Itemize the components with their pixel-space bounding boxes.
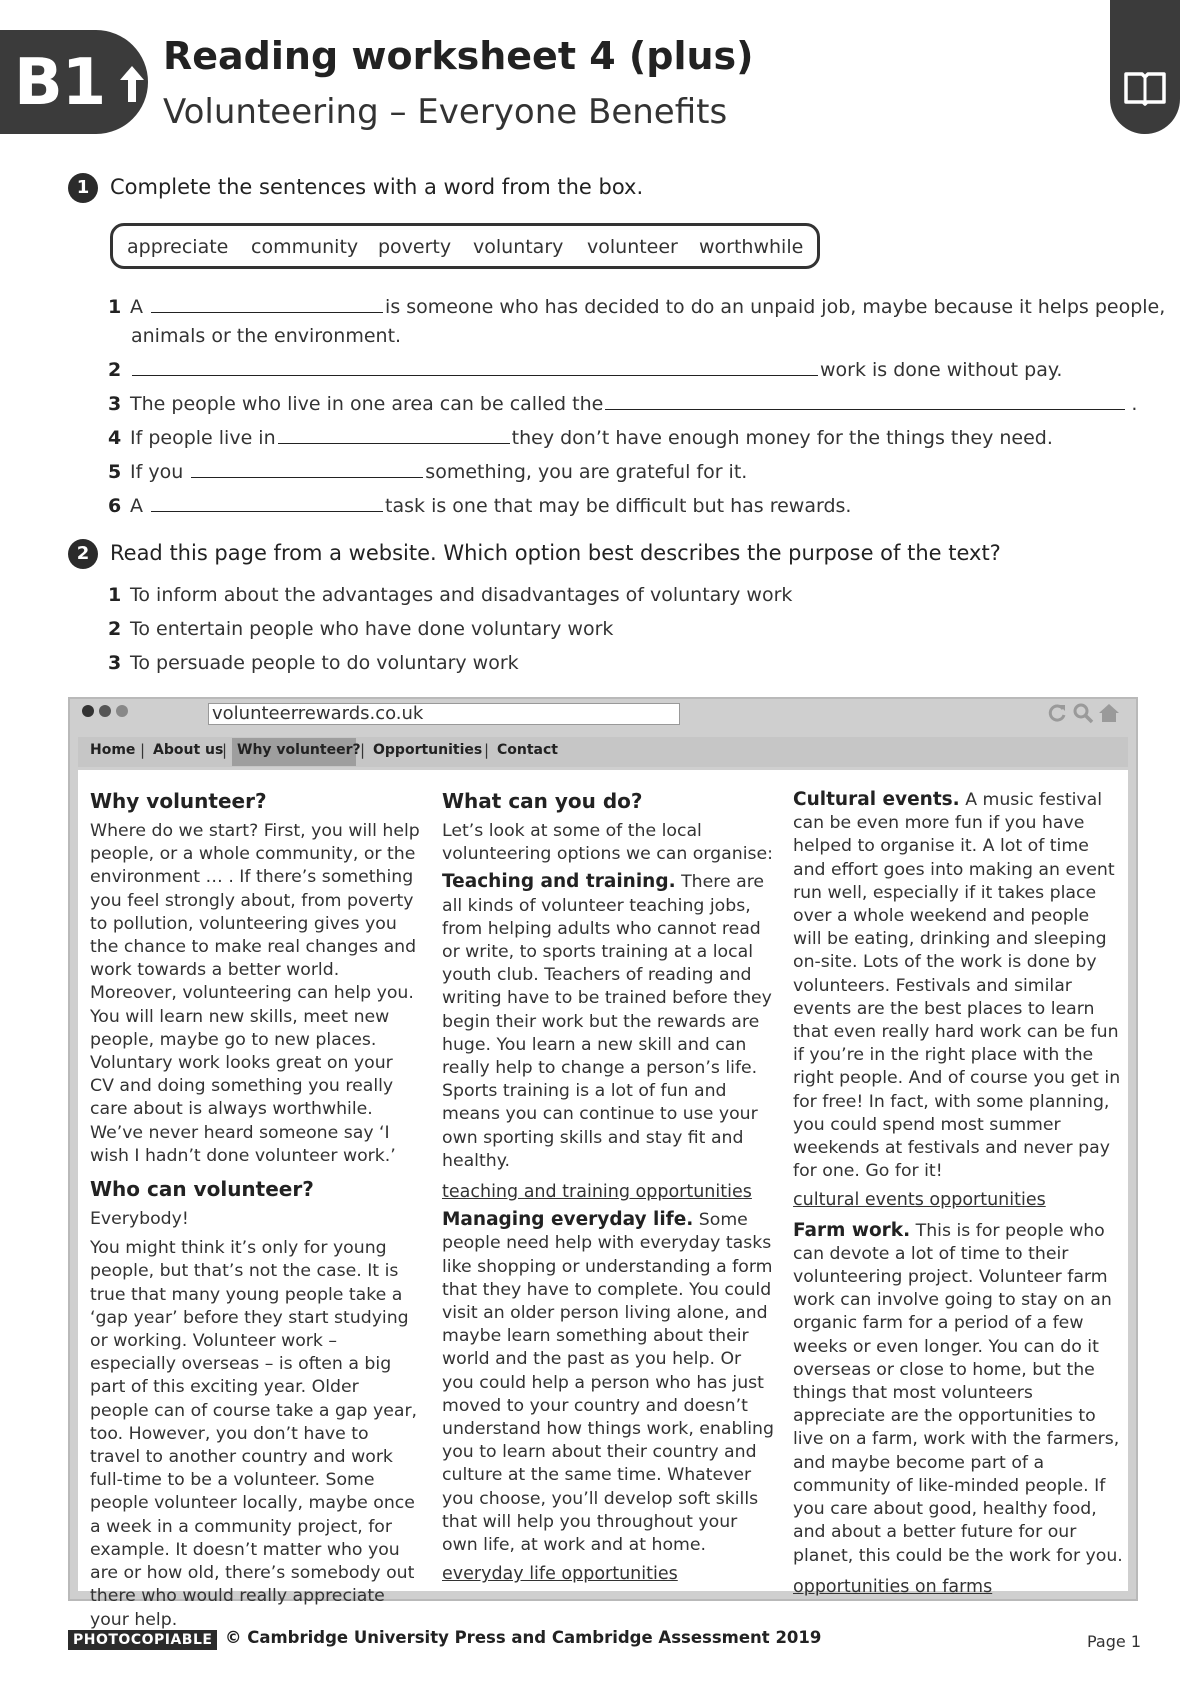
- column-1: [90, 788, 420, 1632]
- reading-tab: [1110, 0, 1180, 134]
- nav-contact[interactable]: Contact: [497, 742, 558, 758]
- exercise-2-number: 2: [68, 539, 98, 569]
- nav-opportunities[interactable]: Opportunities: [373, 742, 483, 758]
- page-number: Page 1: [1087, 1632, 1141, 1651]
- nav-home[interactable]: Home: [90, 742, 136, 758]
- option-2: 2 To entertain people who have done voluntary work: [108, 618, 614, 640]
- farm-work-section: [793, 1219, 1123, 1568]
- search-icon[interactable]: [1072, 702, 1094, 724]
- nav-why-volunteer[interactable]: Why volunteer?: [237, 742, 361, 758]
- cultural-events-link[interactable]: cultural events opportunities: [793, 1190, 1046, 1211]
- level-badge: [0, 30, 148, 134]
- photocopiable-badge: PHOTOCOPIABLE: [68, 1630, 217, 1650]
- heading-why-volunteer: Why volunteer?: [90, 789, 267, 813]
- answer-blank-5[interactable]: [191, 461, 423, 478]
- worksheet-title: Reading worksheet 4 (plus): [163, 34, 754, 78]
- worksheet-subtitle: Volunteering – Everyone Benefits: [163, 92, 728, 132]
- word-option: worthwhile: [699, 236, 804, 258]
- gap-sentence-6: 6 A task is one that may be difficult but has rewards.: [108, 495, 852, 517]
- options-intro: Let’s look at some of the local volunteering options we can organise:: [442, 821, 773, 865]
- cultural-events-section: [793, 788, 1123, 1183]
- farm-work-text: This is for people who can devote a lot of time to their volunteering project. Volunteer farm work can involve going to stay on an organic farm for a period of a few weeks or even longer. You can do it overseas or close to home, but the things that most volunteers appreciate are the opportunities to live on a farm, work with the farmers, and maybe become part of a community of like-minded people. If you care about good, healthy food, and about a better future for our planet, this could be the work for you.: [793, 1220, 1123, 1566]
- who-can-volunteer-text: You might think it’s only for young people, but that’s not the case. It is true that many young people take a ‘gap year’ before they start studying or working. Volunteer work – especially overseas – is often a big part of this exciting year. Older people can of course take a gap year, too. However, you don’t have to travel to another country and work full-time to be a volunteer. Some people volunteer locally, maybe once a week in a community project, for example. It doesn’t matter who you are or how old, there’s somebody out there who would really appreciate your help.: [90, 1238, 418, 1630]
- gap-sentence-3: 3 The people who live in one area can be called the .: [108, 393, 1138, 415]
- teaching-training-lead: Teaching and training.: [442, 871, 676, 893]
- word-option: appreciate: [127, 236, 229, 258]
- home-icon[interactable]: [1098, 702, 1120, 724]
- gap-sentence-5: 5 If you something, you are grateful for it.: [108, 461, 748, 483]
- window-dot-icon: [82, 705, 94, 717]
- option-3: 3 To persuade people to do voluntary work: [108, 652, 519, 674]
- exercise-1-number: 1: [68, 173, 98, 203]
- nav-separator: |: [484, 741, 490, 759]
- gap-sentence-1: 1 A is someone who has decided to do an unpaid job, maybe because it helps people,: [108, 296, 1166, 318]
- book-icon: [1123, 70, 1167, 106]
- heading-who-can-volunteer: Who can volunteer?: [90, 1177, 314, 1202]
- gap-sentence-2: 2 work is done without pay.: [108, 359, 1063, 381]
- answer-blank-1[interactable]: [151, 296, 383, 313]
- teaching-training-text: There are all kinds of volunteer teaching jobs, from helping adults who cannot read or write, to sports training at a local youth club. Teachers of reading and writing have to be trained before they begin their work but the rewards are huge. You learn a new skill and can really help to change a person’s life. Sports training is a lot of fun and means you can continue to use your own sporting skills and stay fit and healthy.: [442, 872, 772, 1171]
- everyday-life-text: Some people need help with everyday tasks like shopping or understanding a form that they have to complete. You could visit an older person living alone, and maybe learn something about their world and the past as you help. Or you could help a person who has just moved to your country and doesn’t understand how things work, enabling you to learn about their country and culture at the same time. Whatever you choose, you’ll develop soft skills that will help you throughout your own life, at work and at home.: [442, 1210, 774, 1556]
- everybody-text: Everybody!: [90, 1209, 189, 1230]
- window-dot-icon: [116, 705, 128, 717]
- everyday-life-link[interactable]: everyday life opportunities: [442, 1564, 678, 1585]
- word-option: community: [251, 236, 359, 258]
- word-box: [110, 223, 820, 269]
- answer-blank-4[interactable]: [278, 427, 510, 444]
- nav-about-us[interactable]: About us: [153, 742, 224, 758]
- nav-separator: |: [360, 741, 366, 759]
- gap-sentence-1-continued: animals or the environment.: [131, 325, 402, 347]
- cultural-events-lead: Cultural events.: [793, 789, 960, 810]
- heading-what-can-you-do: What can you do?: [442, 789, 643, 813]
- window-dot-icon: [99, 705, 111, 717]
- answer-blank-6[interactable]: [151, 495, 383, 512]
- why-volunteer-text: Where do we start? First, you will help people, or a whole community, or the environment … . If there’s something you feel strongly about, from poverty to pollution, volunteering gives you the chance to make real changes and work towards a better world. Moreover, volunteering can help you. You will learn new skills, meet new people, maybe go to new places. Voluntary work looks great on your CV and doing something you really care about is always worthwhile. We’ve never heard someone say ‘I wish I hadn’t done volunteer work.’: [90, 821, 420, 1166]
- column-2: [442, 788, 778, 1587]
- refresh-icon[interactable]: [1046, 702, 1068, 724]
- answer-blank-2[interactable]: [132, 359, 818, 376]
- level-label: B1: [14, 46, 106, 120]
- exercise-1-instruction: Complete the sentences with a word from the box.: [110, 175, 644, 199]
- word-option: poverty: [378, 236, 452, 258]
- teaching-training-link[interactable]: teaching and training opportunities: [442, 1182, 752, 1203]
- option-1: 1 To inform about the advantages and disadvantages of voluntary work: [108, 584, 793, 606]
- column-3: [793, 788, 1123, 1599]
- gap-sentence-4: 4 If people live in they don’t have enough money for the things they need.: [108, 427, 1053, 449]
- everyday-life-lead: Managing everyday life.: [442, 1209, 694, 1231]
- word-option: volunteer: [587, 236, 678, 258]
- teaching-training-section: [442, 870, 778, 1173]
- up-arrow-icon: [118, 64, 146, 104]
- farms-link[interactable]: opportunities on farms: [793, 1576, 993, 1597]
- cultural-events-text: A music festival can be even more fun if you have helped to organise it. A lot of time and effort goes into making an event run well, especially if it takes place over a whole weekend and people will be eating, drinking and sleeping on-site. Lots of the work is done by volunteers. Festivals and similar events are the best places to learn that even really hard work can be fun if you’re in the right place with the right people. And of course you get in for free! In fact, with some planning, you could spend most summer weekends at festivals and never pay for one. Go for it!: [793, 790, 1121, 1182]
- exercise-2-instruction: Read this page from a website. Which option best describes the purpose of the text?: [110, 541, 1001, 565]
- nav-separator: |: [140, 741, 146, 759]
- nav-separator: |: [222, 741, 228, 759]
- everyday-life-section: [442, 1208, 778, 1557]
- farm-work-lead: Farm work.: [793, 1219, 911, 1241]
- url-bar[interactable]: volunteerrewards.co.uk: [208, 703, 680, 725]
- copyright-notice: © Cambridge University Press and Cambridge Assessment 2019: [225, 1628, 822, 1647]
- answer-blank-3[interactable]: [605, 393, 1125, 410]
- word-option: voluntary: [473, 236, 564, 258]
